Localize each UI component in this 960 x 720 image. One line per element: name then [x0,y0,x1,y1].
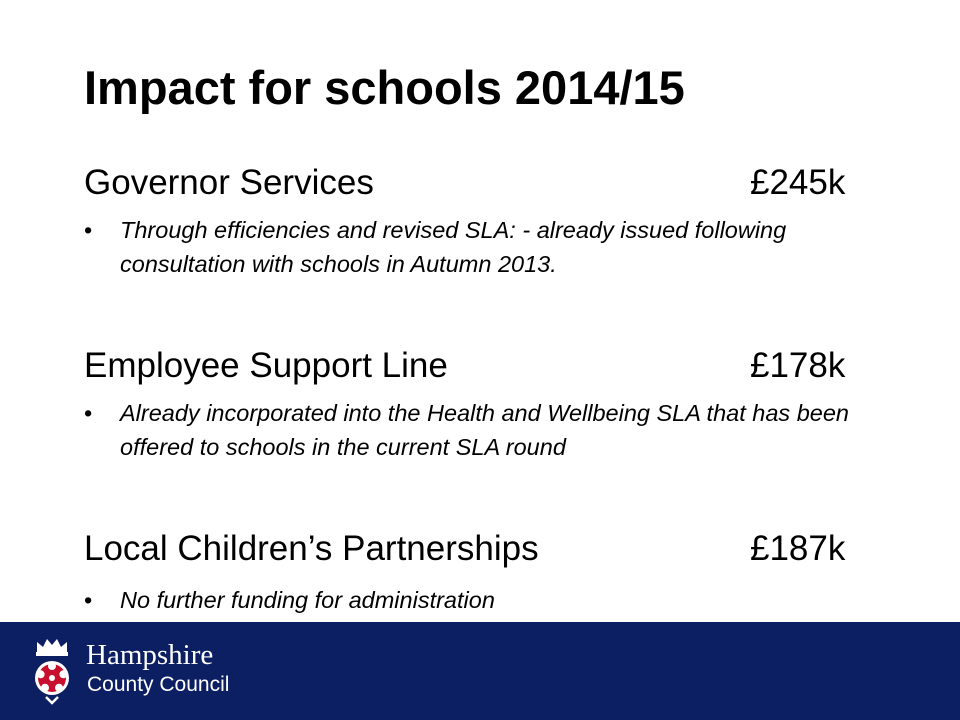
bullet-item [84,214,864,281]
bullet-item [84,584,864,618]
brand-name: Hampshire [86,639,214,671]
section-heading-local-childrens-partnerships [84,528,844,570]
section-heading-governor-services [84,162,844,204]
bullet-item [84,397,864,464]
section-title: Local Children’s Partnerships [84,529,539,568]
bullet-glyph: • [84,217,93,243]
section-title: Employee Support Line [84,346,448,385]
section-amount: £187k [750,529,846,568]
bullet-text: Already incorporated into the Health and Wellbeing SLA that has been offered to schools in the current SLA round [120,400,849,460]
hampshire-crest-icon [28,636,76,706]
slide-title: Impact for schools 2014/15 [84,61,685,114]
footer-banner [0,622,960,720]
bullet-text: No further funding for administration [120,587,495,613]
bullet-text: Through efficiencies and revised SLA: - already issued following consultation with schools in Autumn 2013. [120,217,787,277]
section-title: Governor Services [84,163,374,202]
section-amount: £178k [750,346,846,385]
section-heading-employee-support-line [84,345,844,387]
bullet-glyph: • [84,587,93,613]
bullet-glyph: • [84,400,93,426]
brand-subname: County Council [87,673,230,696]
section-amount: £245k [750,163,846,202]
